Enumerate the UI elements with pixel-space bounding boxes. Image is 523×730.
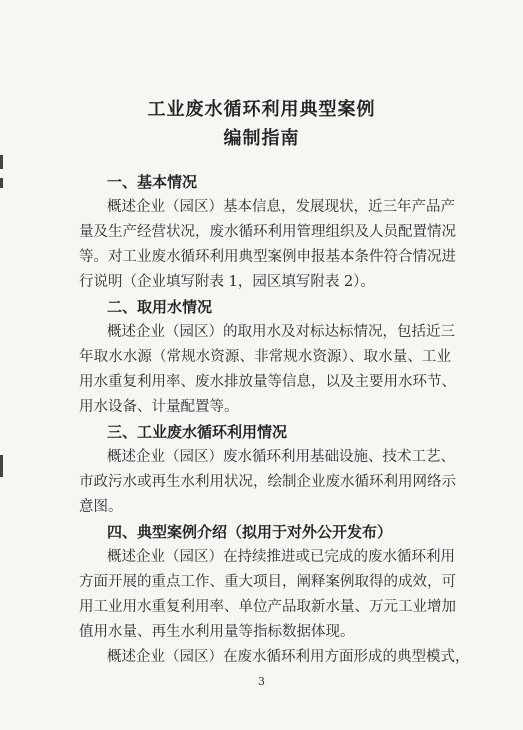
paragraph-line: 用水设备、计量配置等。 bbox=[79, 399, 239, 415]
binding-mark bbox=[0, 178, 3, 188]
paragraph-line: 概述企业（园区）在废水循环利用方面形成的典型模式， bbox=[107, 649, 470, 665]
paragraph-line: 方面开展的重点工作、重大项目，阐释案例取得的成效，可 bbox=[79, 574, 456, 590]
paragraph-line: 概述企业（园区）废水循环利用基础设施、技术工艺、 bbox=[107, 449, 455, 465]
paragraph-line: 用水重复利用率、废水排放量等信息，以及主要用水环节、 bbox=[79, 374, 456, 390]
paragraph-line: 值用水量、再生水利用量等指标数据体现。 bbox=[79, 624, 355, 640]
paragraph-line: 概述企业（园区）的取用水及对标达标情况，包括近三 bbox=[107, 324, 455, 340]
binding-mark bbox=[0, 155, 3, 169]
section-heading-recycling: 三、工业废水循环利用情况 bbox=[107, 423, 288, 441]
paragraph-line: 年取水水源（常规水资源、非常规水资源）、取水量、工业 bbox=[79, 349, 451, 365]
section-heading-water-use: 二、取用水情况 bbox=[107, 298, 213, 316]
paragraph-line: 等。对工业废水循环利用典型案例申报基本条件符合情况进 bbox=[79, 249, 456, 265]
paragraph-line: 意图。 bbox=[79, 499, 123, 515]
section-heading-case-study: 四、典型案例介绍（拟用于对外公开发布） bbox=[107, 523, 393, 541]
paragraph-line: 量及生产经营状况，废水循环利用管理组织及人员配置情况 bbox=[79, 224, 456, 240]
paragraph-line: 市政污水或再生水利用状况，绘制企业废水循环利用网络示 bbox=[79, 474, 456, 490]
paragraph-line: 概述企业（园区）基本信息，发展现状，近三年产品产 bbox=[107, 199, 455, 215]
paragraph-line: 行说明（企业填写附表 1，园区填写附表 2）。 bbox=[79, 274, 375, 290]
section-heading-basic-info: 一、基本情况 bbox=[107, 173, 198, 191]
document-subtitle: 编制指南 bbox=[223, 128, 300, 149]
document-title: 工业废水循环利用典型案例 bbox=[147, 99, 376, 120]
page-number: 3 bbox=[258, 675, 265, 688]
paragraph-line: 概述企业（园区）在持续推进或已完成的废水循环利用 bbox=[107, 549, 455, 565]
paragraph-line: 用工业用水重复利用率、单位产品取新水量、万元工业增加 bbox=[79, 599, 456, 615]
binding-mark bbox=[0, 455, 3, 477]
